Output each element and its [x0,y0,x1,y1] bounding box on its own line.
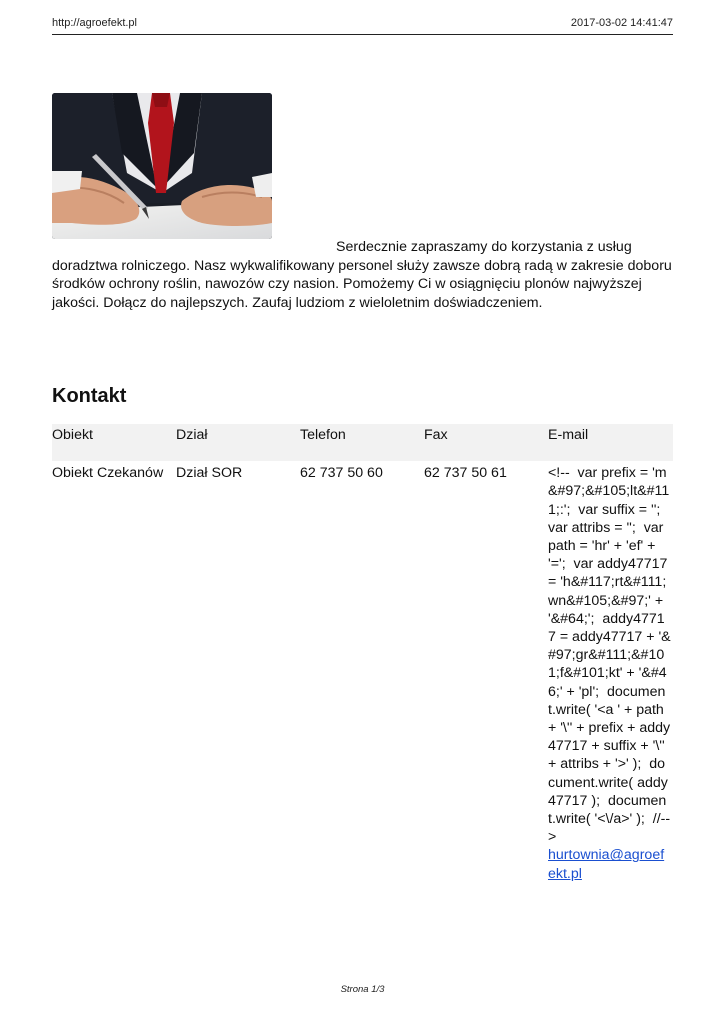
intro-text: Serdecznie zapraszamy do korzystania z usług doradztwa rolniczego. Nasz wykwalifikowany personel służy zawsze dobrą radą w zakresie doboru środków ochrony roślin, nawozów czy nasion. Pomożemy Ci w osiągnięciu plonów najwyższej jakości. Dołącz do najlepszych. Zaufaj ludziom z wieloletnim doświadczeniem. [52,239,672,311]
cell-dzial: Dział SOR [176,465,243,482]
column-header-fax: Fax [424,424,548,461]
businessman-signing-icon [52,93,272,239]
page-number: Strona 1/3 [340,984,385,995]
contact-section-title: Kontakt [52,385,127,407]
businessman-signing-photo [52,93,272,239]
cell-email [548,461,673,883]
table-row [52,461,673,883]
contact-table [52,424,673,883]
email-link[interactable]: hurtownia@agroefekt.pl [548,847,665,882]
print-timestamp: 2017-03-02 14:41:47 [570,17,673,29]
contact-table-header-row [52,424,673,461]
cell-obiekt: Obiekt Czekanów [52,465,164,482]
page-url[interactable]: http://agroefekt.pl [52,17,137,29]
image-float-spacer [52,250,336,251]
email-obfuscation-script-text: <!-- var prefix = 'm&#97;&#105;lt&#111;:'; var suffix = ''; var attribs = ''; var path = 'hr' + 'ef' + '='; var addy47717 = 'h&#117;rt&#111;wn&#105;&#97;' + '&#64;'; addy47717 = addy47717 + '&#97;gr&#111;&#101;f&#101;kt' + '&#46;' + 'pl'; document.write( '<a ' + path + '\'' + prefix + addy47717 + suffix + '\'' + attribs + '>' ); document.write( addy47717 ); document.write( '<\/a>' ); //--> [548,465,672,846]
page-header [52,14,673,35]
column-header-obiekt: Obiekt [52,424,176,461]
column-header-email: E-mail [548,424,673,461]
intro-paragraph [52,238,673,312]
cell-fax: 62 737 50 61 [424,465,507,482]
column-header-telefon: Telefon [300,424,424,461]
column-header-dzial: Dział [176,424,300,461]
cell-telefon: 62 737 50 60 [300,465,383,482]
